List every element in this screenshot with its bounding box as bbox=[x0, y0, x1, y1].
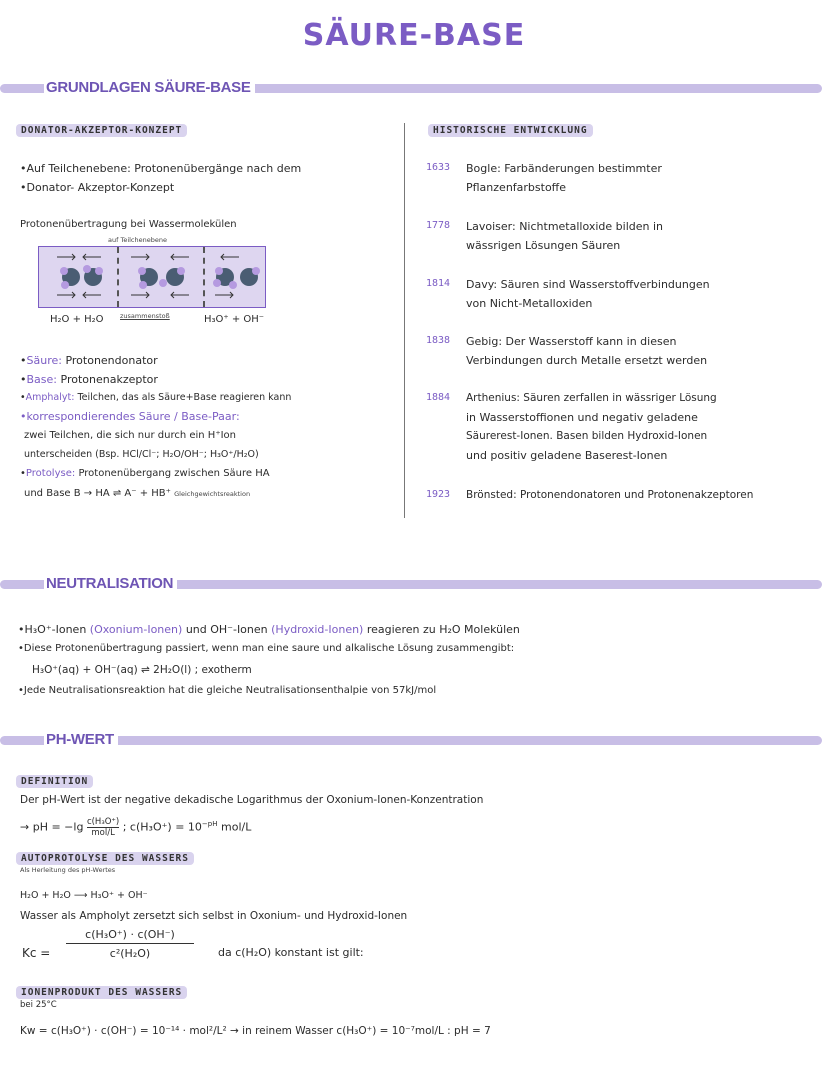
diagram-subtitle: auf Teilchenebene bbox=[108, 236, 167, 244]
protolyse-line-2: und Base B → HA ⇌ A⁻ + HB⁺ Gleichgewichtsreaktion bbox=[24, 488, 251, 499]
history-text: und positiv geladene Baserest-Ionen bbox=[466, 449, 668, 462]
korr-line-2: unterscheiden (Bsp. HCl/Cl⁻; H₂O/OH⁻; H₃O⁺/H₂O) bbox=[24, 449, 259, 460]
section-heading-phwert: PH-WERT bbox=[44, 731, 118, 748]
def-amphalyt: •Amphalyt: Teilchen, das als Säure+Base reagieren kann bbox=[20, 392, 292, 403]
history-year: 1838 bbox=[426, 335, 451, 346]
def-korr: •korrespondierendes Säure / Base-Paar: bbox=[20, 410, 240, 423]
kw-equation: Kw = c(H₃O⁺) · c(OH⁻) = 10⁻¹⁴ · mol²/L² → in reinem Wasser c(H₃O⁺) = 10⁻⁷mol/L : pH = 7 bbox=[20, 1025, 491, 1037]
ph-definition: Der pH-Wert ist der negative dekadische Logarithmus der Oxonium-Ionen-Konzentration bbox=[20, 794, 484, 806]
autoprotolyse-subtitle: Als Herleitung des pH-Wertes bbox=[20, 866, 116, 874]
neutral-line-1: •H₃O⁺-Ionen (Oxonium-Ionen) und OH⁻-Ionen (Hydroxid-Ionen) reagieren zu H₂O Molekülen bbox=[18, 623, 520, 636]
water-molecule-diagram bbox=[38, 246, 266, 308]
diagram-title: Protonenübertragung bei Wassermolekülen bbox=[20, 219, 237, 230]
page-title: SÄURE-BASE bbox=[302, 18, 526, 53]
history-year: 1923 bbox=[426, 489, 451, 500]
heading-ionenprodukt: IONENPRODUKT DES WASSERS bbox=[16, 986, 187, 999]
korr-line-1: zwei Teilchen, die sich nur durch ein H⁺Ion bbox=[24, 430, 237, 441]
history-year: 1884 bbox=[426, 392, 451, 403]
history-text: wässrigen Lösungen Säuren bbox=[466, 239, 621, 252]
def-base: •Base: Protonenakzeptor bbox=[20, 373, 158, 386]
column-divider bbox=[404, 123, 405, 518]
diagram-label-left: H₂O + H₂O bbox=[50, 314, 104, 325]
history-text: in Wasserstoffionen und negativ geladene bbox=[466, 411, 698, 424]
heading-autoprotolyse: AUTOPROTOLYSE DES WASSERS bbox=[16, 852, 194, 865]
autoprotolyse-line: Wasser als Ampholyt zersetzt sich selbst in Oxonium- und Hydroxid-Ionen bbox=[20, 910, 408, 922]
diagram-label-mid: zusammenstoß bbox=[120, 312, 170, 320]
history-text: Gebig: Der Wasserstoff kann in diesen bbox=[466, 335, 677, 348]
history-text: Davy: Säuren sind Wasserstoffverbindungen bbox=[466, 278, 710, 291]
kc-numerator: c(H₃O⁺) · c(OH⁻) bbox=[66, 928, 194, 944]
kc-lhs: Kc = bbox=[22, 946, 51, 960]
ionenprodukt-subtitle: bei 25°C bbox=[20, 1000, 57, 1010]
history-year: 1633 bbox=[426, 162, 451, 173]
section-heading-neutralisation: NEUTRALISATION bbox=[44, 575, 177, 592]
section-bar-phwert bbox=[0, 736, 822, 745]
section-heading-grundlagen: GRUNDLAGEN SÄURE-BASE bbox=[44, 79, 255, 96]
history-text: Säurerest-Ionen. Basen bilden Hydroxid-Ionen bbox=[466, 430, 708, 442]
history-text: Lavoiser: Nichtmetalloxide bilden in bbox=[466, 220, 664, 233]
autoprotolyse-equation: H₂O + H₂O ⟶ H₃O⁺ + OH⁻ bbox=[20, 890, 148, 901]
diagram-label-right: H₃O⁺ + OH⁻ bbox=[204, 314, 265, 325]
ph-formula: → pH = −lg c(H₃O⁺) mol/L ; $c(H_3O^+) = 10^{-pH}$ mol/L bbox=[20, 817, 252, 838]
kc-denominator: c²(H₂O) bbox=[109, 947, 151, 960]
molecules-svg bbox=[39, 247, 265, 307]
history-text: Brönsted: Protonendonatoren und Protonenakzeptoren bbox=[466, 489, 754, 501]
heading-history: HISTORISCHE ENTWICKLUNG bbox=[428, 124, 593, 137]
neutral-equation: H₃O⁺(aq) + OH⁻(aq) ⇌ 2H₂O(l) ; exotherm bbox=[32, 664, 252, 676]
def-protolyse: •Protolyse: Protonenübergang zwischen Säure HA bbox=[20, 468, 270, 479]
history-year: 1778 bbox=[426, 220, 451, 231]
history-text: Arthenius: Säuren zerfallen in wässriger Lösung bbox=[466, 392, 717, 404]
neutral-line-2: •Diese Protonenübertragung passiert, wenn man eine saure und alkalische Lösung zusammengibt: bbox=[18, 643, 515, 654]
history-text: Bogle: Farbänderungen bestimmter bbox=[466, 162, 662, 175]
donator-line-1: •Auf Teilchenebene: Protonenübergänge nach dem bbox=[20, 162, 302, 175]
history-text: Verbindungen durch Metalle ersetzt werden bbox=[466, 354, 708, 367]
history-year: 1814 bbox=[426, 278, 451, 289]
neutral-line-4: •Jede Neutralisationsreaktion hat die gleiche Neutralisationsenthalpie von 57kJ/mol bbox=[18, 685, 437, 696]
history-text: Pflanzenfarbstoffe bbox=[466, 181, 567, 194]
heading-definition: DEFINITION bbox=[16, 775, 93, 788]
def-saeure: •Säure: Protonendonator bbox=[20, 354, 158, 367]
kc-note: da c(H₂O) konstant ist gilt: bbox=[218, 946, 364, 959]
heading-donator: DONATOR-AKZEPTOR-KONZEPT bbox=[16, 124, 187, 137]
history-text: von Nicht-Metalloxiden bbox=[466, 297, 593, 310]
donator-line-2: •Donator- Akzeptor-Konzept bbox=[20, 181, 175, 194]
